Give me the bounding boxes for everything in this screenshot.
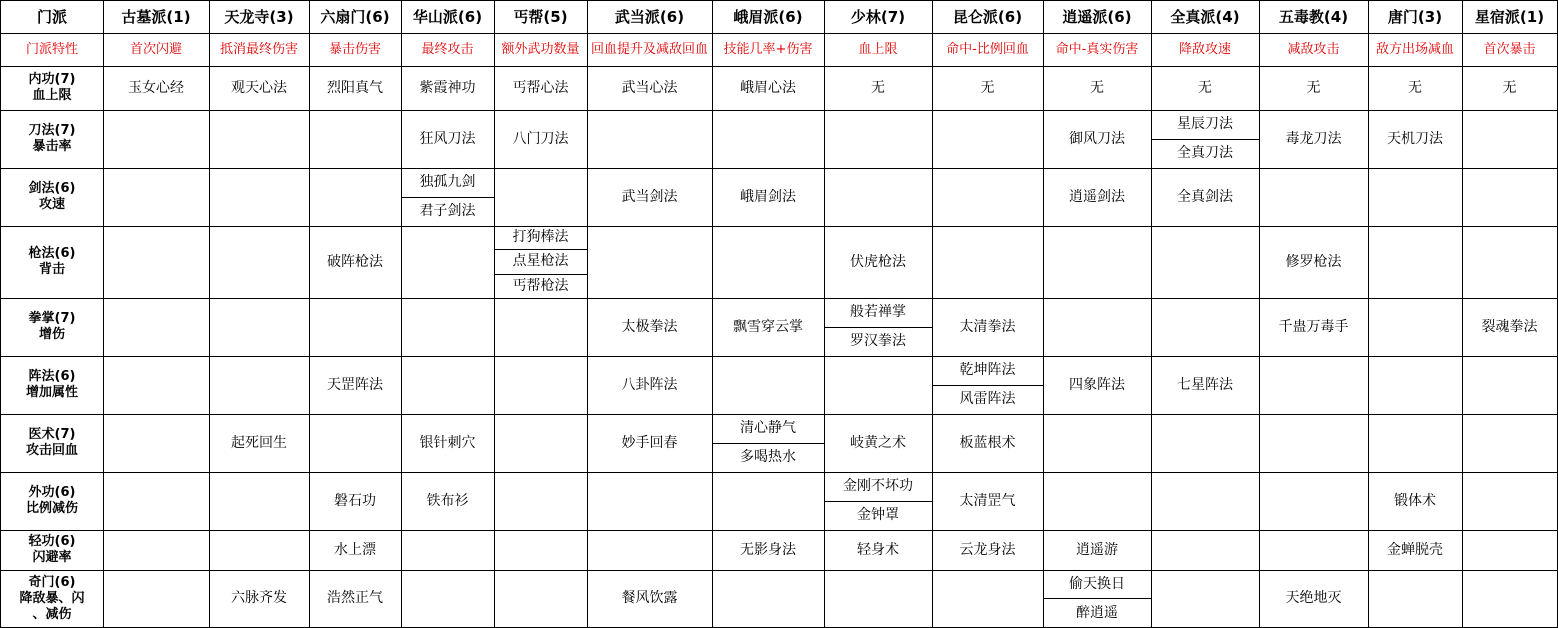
skill-name: 丐帮枪法	[494, 274, 587, 298]
skill-cell: 银针刺穴	[401, 414, 495, 473]
skill-cell	[1043, 226, 1152, 299]
skill-cell	[1462, 110, 1558, 169]
skill-cell: 金蝉脱壳	[1368, 530, 1463, 571]
skill-cell: 狂风刀法	[401, 110, 495, 169]
skill-category-label-line: 剑法(6)	[28, 181, 76, 196]
skill-cell	[824, 298, 933, 357]
skill-category-label-line: 攻击回血	[25, 443, 78, 458]
sect-header: 天龙寺(3)	[209, 0, 310, 34]
skill-cell: 七星阵法	[1151, 356, 1260, 415]
skill-cell: 铁布衫	[401, 472, 495, 531]
skill-cell: 岐黄之术	[824, 414, 933, 473]
skill-cell	[712, 226, 825, 299]
sect-trait: 血上限	[824, 33, 933, 67]
skill-cell: 无	[1043, 66, 1152, 111]
skill-name: 独孤九剑	[419, 173, 476, 190]
skill-cell: 六脉齐发	[209, 570, 310, 628]
skill-cell	[1259, 530, 1369, 571]
skill-cell: 无影身法	[712, 530, 825, 571]
skill-cell: 太清拳法	[932, 298, 1044, 357]
skill-cell	[1151, 226, 1260, 299]
skill-category-label-line: 内功(7)	[28, 72, 76, 87]
skill-cell	[824, 570, 933, 628]
skill-cell: 无	[1462, 66, 1558, 111]
skill-name: 全真刀法	[1151, 139, 1259, 169]
skill-category-label-line: 外功(6)	[28, 485, 76, 500]
skill-category-label-line: 增伤	[38, 327, 65, 342]
skill-cell	[1368, 298, 1463, 357]
skill-cell	[712, 414, 825, 473]
skill-cell: 武当剑法	[587, 168, 713, 227]
sect-header: 古墓派(1)	[103, 0, 210, 34]
skill-cell	[1151, 530, 1260, 571]
skill-cell	[494, 414, 588, 473]
skill-cell	[209, 168, 310, 227]
skill-cell: 逍遥游	[1043, 530, 1152, 571]
skill-cell	[209, 226, 310, 299]
skill-cell	[103, 472, 210, 531]
skill-cell	[401, 168, 495, 227]
skill-cell: 太清罡气	[932, 472, 1044, 531]
skill-cell: 八卦阵法	[587, 356, 713, 415]
sect-trait: 回血提升及减敌回血	[587, 33, 713, 67]
skill-category-label-line: 闪避率	[32, 550, 72, 565]
sect-header: 六扇门(6)	[309, 0, 402, 34]
sect-header: 少林(7)	[824, 0, 933, 34]
skill-cell	[1462, 168, 1558, 227]
skill-cell	[494, 226, 588, 299]
sect-trait: 敌方出场减血	[1368, 33, 1463, 67]
skill-category-label-line: 降敌暴、闪	[19, 590, 85, 606]
skill-cell	[103, 298, 210, 357]
skill-cell: 四象阵法	[1043, 356, 1152, 415]
skill-cell	[932, 168, 1044, 227]
skill-cell	[103, 414, 210, 473]
skill-cell: 天罡阵法	[309, 356, 402, 415]
sect-trait: 额外武功数量	[494, 33, 588, 67]
skill-cell: 妙手回春	[587, 414, 713, 473]
skill-category-label-line: 阵法(6)	[28, 369, 76, 384]
skill-category-label-line: 增加属性	[25, 385, 78, 400]
skill-cell	[1368, 570, 1463, 628]
skill-cell	[1462, 530, 1558, 571]
skill-cell	[401, 356, 495, 415]
skill-name: 点星枪法	[494, 249, 587, 273]
sect-trait: 首次暴击	[1462, 33, 1558, 67]
skill-cell	[1151, 472, 1260, 531]
skill-cell: 无	[824, 66, 933, 111]
sect-header: 丐帮(5)	[494, 0, 588, 34]
skill-cell	[712, 110, 825, 169]
skill-cell	[1462, 414, 1558, 473]
skill-category-label-line: 枪法(6)	[28, 246, 76, 261]
skill-cell: 无	[1151, 66, 1260, 111]
skill-cell	[1462, 226, 1558, 299]
skill-cell	[1043, 298, 1152, 357]
sect-trait: 首次闪避	[103, 33, 210, 67]
skill-cell: 裂魂拳法	[1462, 298, 1558, 357]
skill-cell: 云龙身法	[932, 530, 1044, 571]
skill-cell	[103, 110, 210, 169]
skill-cell	[1151, 414, 1260, 473]
skill-cell	[1259, 168, 1369, 227]
skill-name: 星辰刀法	[1177, 115, 1233, 132]
skill-cell: 丐帮心法	[494, 66, 588, 111]
skill-category-label-line: 拳掌(7)	[28, 311, 76, 326]
skill-category-label-line: 、减伤	[32, 606, 72, 622]
skill-cell: 伏虎枪法	[824, 226, 933, 299]
skill-cell	[1151, 110, 1260, 169]
skill-cell: 御风刀法	[1043, 110, 1152, 169]
skill-cell: 天绝地灭	[1259, 570, 1369, 628]
skill-name: 罗汉拳法	[824, 327, 932, 357]
skill-name: 乾坤阵法	[959, 361, 1016, 378]
skill-cell	[1151, 570, 1260, 628]
skill-cell: 无	[932, 66, 1044, 111]
skill-category-header	[0, 530, 104, 571]
sect-trait: 命中-真实伤害	[1043, 33, 1152, 67]
skill-cell	[309, 414, 402, 473]
skill-cell	[932, 356, 1044, 415]
skill-category-label-line: 暴击率	[32, 139, 72, 154]
skill-category-label-line: 比例减伤	[25, 501, 78, 516]
skill-cell	[1043, 570, 1152, 628]
sect-header: 逍遥派(6)	[1043, 0, 1152, 34]
skill-cell	[932, 110, 1044, 169]
skill-cell	[309, 298, 402, 357]
skill-category-header	[0, 66, 104, 111]
skill-cell: 峨眉剑法	[712, 168, 825, 227]
skill-category-label-line: 刀法(7)	[28, 123, 76, 138]
skill-cell	[401, 298, 495, 357]
skill-cell	[932, 570, 1044, 628]
skill-cell: 修罗枪法	[1259, 226, 1369, 299]
skill-cell	[824, 110, 933, 169]
skill-cell: 飘雪穿云掌	[712, 298, 825, 357]
sect-trait: 降敌攻速	[1151, 33, 1260, 67]
skill-cell: 轻身术	[824, 530, 933, 571]
skill-cell	[209, 110, 310, 169]
skill-cell: 太极拳法	[587, 298, 713, 357]
skill-name: 君子剑法	[401, 197, 494, 227]
skill-cell	[932, 226, 1044, 299]
skill-category-header	[0, 414, 104, 473]
skill-cell: 峨眉心法	[712, 66, 825, 111]
skill-cell: 磐石功	[309, 472, 402, 531]
skill-category-header	[0, 168, 104, 227]
skill-cell	[1043, 472, 1152, 531]
skill-category-header	[0, 356, 104, 415]
skill-cell: 无	[1259, 66, 1369, 111]
skill-cell: 逍遥剑法	[1043, 168, 1152, 227]
skill-cell: 浩然正气	[309, 570, 402, 628]
skill-cell	[712, 472, 825, 531]
skill-cell	[494, 472, 588, 531]
skill-category-header	[0, 570, 104, 628]
skill-cell	[103, 226, 210, 299]
skill-cell: 八门刀法	[494, 110, 588, 169]
skill-cell: 千蛊万毒手	[1259, 298, 1369, 357]
skill-category-header	[0, 110, 104, 169]
skill-cell	[587, 110, 713, 169]
skill-cell: 水上漂	[309, 530, 402, 571]
skill-name: 风雷阵法	[932, 385, 1043, 415]
skill-cell	[824, 168, 933, 227]
skill-name: 金钟罩	[824, 501, 932, 531]
trait-row-label: 门派特性	[0, 33, 104, 67]
skill-cell	[824, 472, 933, 531]
skill-cell	[587, 530, 713, 571]
skill-cell	[494, 168, 588, 227]
skill-category-label-line: 攻速	[38, 197, 65, 212]
skill-cell	[1259, 356, 1369, 415]
sect-header: 华山派(6)	[401, 0, 495, 34]
skill-name: 多喝热水	[712, 443, 824, 473]
skill-cell: 无	[1368, 66, 1463, 111]
skill-cell	[712, 356, 825, 415]
skill-cell: 板蓝根术	[932, 414, 1044, 473]
skill-cell	[309, 110, 402, 169]
skill-cell	[209, 472, 310, 531]
skill-cell	[1259, 414, 1369, 473]
skill-cell	[401, 530, 495, 571]
skill-category-header	[0, 472, 104, 531]
skill-category-label-line: 轻功(6)	[28, 534, 76, 549]
skill-cell: 全真剑法	[1151, 168, 1260, 227]
skill-cell	[494, 570, 588, 628]
skill-cell: 破阵枪法	[309, 226, 402, 299]
skill-name: 打狗棒法	[512, 229, 569, 246]
skill-name: 般若禅掌	[850, 303, 906, 320]
sect-header: 昆仑派(6)	[932, 0, 1044, 34]
skill-cell	[1368, 168, 1463, 227]
skill-name: 偷天换日	[1069, 575, 1125, 592]
skill-cell	[309, 168, 402, 227]
skill-cell: 紫霞神功	[401, 66, 495, 111]
sect-trait: 技能几率+伤害	[712, 33, 825, 67]
skill-cell	[824, 356, 933, 415]
skill-cell: 毒龙刀法	[1259, 110, 1369, 169]
skill-cell	[103, 356, 210, 415]
skill-cell	[209, 530, 310, 571]
skill-category-header	[0, 298, 104, 357]
sect-header: 全真派(4)	[1151, 0, 1260, 34]
skill-category-label-line: 奇门(6)	[28, 574, 76, 590]
sect-header: 唐门(3)	[1368, 0, 1463, 34]
skill-cell: 观天心法	[209, 66, 310, 111]
skill-cell	[103, 168, 210, 227]
skill-cell: 餐风饮露	[587, 570, 713, 628]
skill-cell	[401, 570, 495, 628]
skill-cell	[1368, 414, 1463, 473]
skill-cell: 锻体术	[1368, 472, 1463, 531]
sect-header: 峨眉派(6)	[712, 0, 825, 34]
skill-cell	[1259, 472, 1369, 531]
skill-cell	[1368, 356, 1463, 415]
sect-header: 星宿派(1)	[1462, 0, 1558, 34]
skill-name: 醉逍遥	[1043, 598, 1151, 627]
skill-category-label-line: 血上限	[32, 88, 72, 103]
skill-name: 清心静气	[740, 419, 796, 436]
skill-cell	[1151, 298, 1260, 357]
skill-cell	[712, 570, 825, 628]
skill-cell	[494, 356, 588, 415]
skill-cell: 武当心法	[587, 66, 713, 111]
sect-header: 武当派(6)	[587, 0, 713, 34]
skill-category-label-line: 医术(7)	[28, 427, 76, 442]
skill-cell	[587, 472, 713, 531]
skill-cell	[103, 570, 210, 628]
sect-header: 五毒教(4)	[1259, 0, 1369, 34]
corner-header: 门派	[0, 0, 104, 34]
sect-trait: 暴击伤害	[309, 33, 402, 67]
skill-cell	[1462, 356, 1558, 415]
skill-cell	[209, 298, 310, 357]
sect-trait: 减敌攻击	[1259, 33, 1369, 67]
sect-trait: 最终攻击	[401, 33, 495, 67]
skill-category-label-line: 背击	[38, 262, 65, 277]
skill-cell	[401, 226, 495, 299]
skill-cell	[1043, 414, 1152, 473]
skill-category-header	[0, 226, 104, 299]
skill-cell: 玉女心经	[103, 66, 210, 111]
skill-cell	[1368, 226, 1463, 299]
skill-cell	[1462, 570, 1558, 628]
skill-cell	[494, 298, 588, 357]
skill-cell: 烈阳真气	[309, 66, 402, 111]
skill-cell	[494, 530, 588, 571]
skill-name: 金刚不坏功	[843, 477, 913, 494]
sect-trait: 命中-比例回血	[932, 33, 1044, 67]
sect-trait: 抵消最终伤害	[209, 33, 310, 67]
skill-cell	[103, 530, 210, 571]
skill-cell: 起死回生	[209, 414, 310, 473]
skill-cell	[1462, 472, 1558, 531]
skill-cell	[587, 226, 713, 299]
skill-cell: 天机刀法	[1368, 110, 1463, 169]
skill-cell	[209, 356, 310, 415]
